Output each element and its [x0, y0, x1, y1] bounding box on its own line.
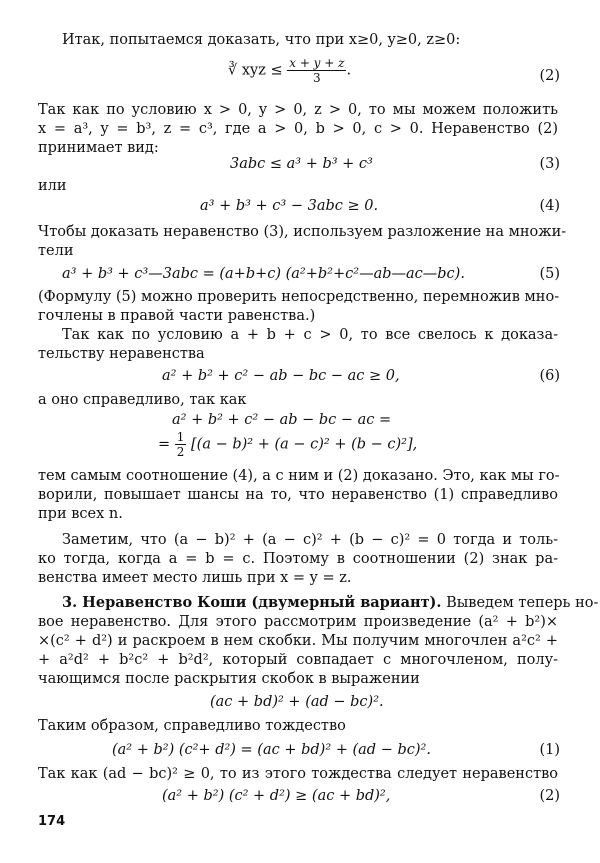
- text-line: Итак, попытаемся доказать, что при x≥0, y≥0, z≥0:: [62, 32, 461, 48]
- equation-number: (2): [539, 68, 560, 84]
- equation-5: a³ + b³ + c³—3abc = (a+b+c) (a²+b²+c²—ab—ac—bc).: [62, 266, 465, 282]
- text-line: принимает вид:: [38, 140, 159, 156]
- equation-3: 3abc ≤ a³ + b³ + c³: [230, 156, 373, 172]
- text-line: чающимся после раскрытия скобок в выражении: [38, 671, 420, 687]
- equation-number: (6): [539, 368, 560, 384]
- page-number: 174: [38, 814, 66, 829]
- text-line: или: [38, 178, 67, 194]
- section-heading-line: [62, 593, 599, 613]
- text-line: Заметим, что (a − b)² + (a − c)² + (b − c)² = 0 тогда и толь-: [62, 532, 558, 548]
- fraction-denominator: 2: [176, 445, 185, 459]
- text-line: Так как по условию a + b + c > 0, то все свелось к доказа-: [62, 327, 558, 343]
- text-span: Выведем теперь но-: [441, 595, 599, 611]
- text-line: венства имеет место лишь при x = y = z.: [38, 570, 352, 586]
- text-line: тельству неравенства: [38, 346, 205, 362]
- text-line: ко тогда, когда a = b = c. Поэтому в соотношении (2) знак ра-: [38, 551, 558, 567]
- text-line: + a²d² + b²c² + b²d², который совпадает с многочленом, полу-: [38, 652, 558, 668]
- equation-number: (5): [539, 266, 560, 282]
- text-line: Чтобы доказать неравенство (3), используем разложение на множи-: [38, 224, 567, 240]
- equals-sign: =: [158, 436, 175, 453]
- equation-number: (3): [539, 156, 560, 172]
- text-line: вое неравенство. Для этого рассмотрим произведение (a² + b²)×: [38, 614, 558, 630]
- fraction-numerator: x + y + z: [289, 56, 345, 70]
- text-line: ворили, повышает шансы на то, что неравенство (1) справедливо: [38, 487, 558, 503]
- text-line: x = a³, y = b³, z = c³, где a > 0, b > 0, c > 0. Неравенство (2): [38, 121, 558, 137]
- text-line: а оно справедливо, так как: [38, 392, 247, 408]
- equation-8: (ac + bd)² + (ad − bc)².: [210, 694, 384, 710]
- equation-fraction: [175, 430, 187, 459]
- text-line: Так как (ad − bc)² ≥ 0, то из этого тождества следует неравенство: [38, 766, 558, 782]
- equation-bracket: [(a − b)² + (a − c)² + (b − c)²],: [191, 436, 418, 453]
- text-line: при всех n.: [38, 506, 123, 522]
- text-line: ×(c² + d²) и раскроем в нем скобки. Мы получим многочлен a²c² +: [38, 633, 558, 649]
- text-line: Так как по условию x > 0, y > 0, z > 0, то мы можем положить: [38, 102, 558, 118]
- equation-2a: ∛ xyz ≤ $\frac{x + y + z}{3}$ .: [228, 56, 352, 85]
- equation-fraction: [287, 56, 346, 85]
- text-line: тем самым соотношение (4), а с ним и (2) доказано. Это, как мы го-: [38, 468, 560, 484]
- text-line: (Формулу (5) можно проверить непосредственно, перемножив мно-: [38, 289, 560, 305]
- equation-root: ∛ xyz ≤: [228, 62, 288, 79]
- section-heading: 3. Неравенство Коши (двумерный вариант).: [62, 594, 442, 611]
- equation-10: (a² + b²) (c² + d²) ≥ (ac + bd)²,: [162, 788, 391, 804]
- equation-4: a³ + b³ + c³ − 3abc ≥ 0.: [200, 198, 379, 214]
- equation-6: a² + b² + c² − ab − bc − ac ≥ 0,: [162, 368, 400, 384]
- fraction-numerator: 1: [176, 430, 185, 444]
- text-line: Таким образом, справедливо тождество: [38, 718, 346, 734]
- equation-number: (2): [539, 788, 560, 804]
- equation-number: (4): [539, 198, 560, 214]
- fraction-denominator: 3: [313, 71, 321, 85]
- text-line: гочлены в правой части равенства.): [38, 308, 316, 324]
- text-line: тели: [38, 243, 74, 259]
- equation-7a: a² + b² + c² − ab − bc − ac =: [172, 412, 392, 428]
- equation-number: (1): [539, 742, 560, 758]
- equation-9: (a² + b²) (c²+ d²) = (ac + bd)² + (ad − bc)².: [112, 742, 431, 758]
- equation-7b: [158, 430, 417, 459]
